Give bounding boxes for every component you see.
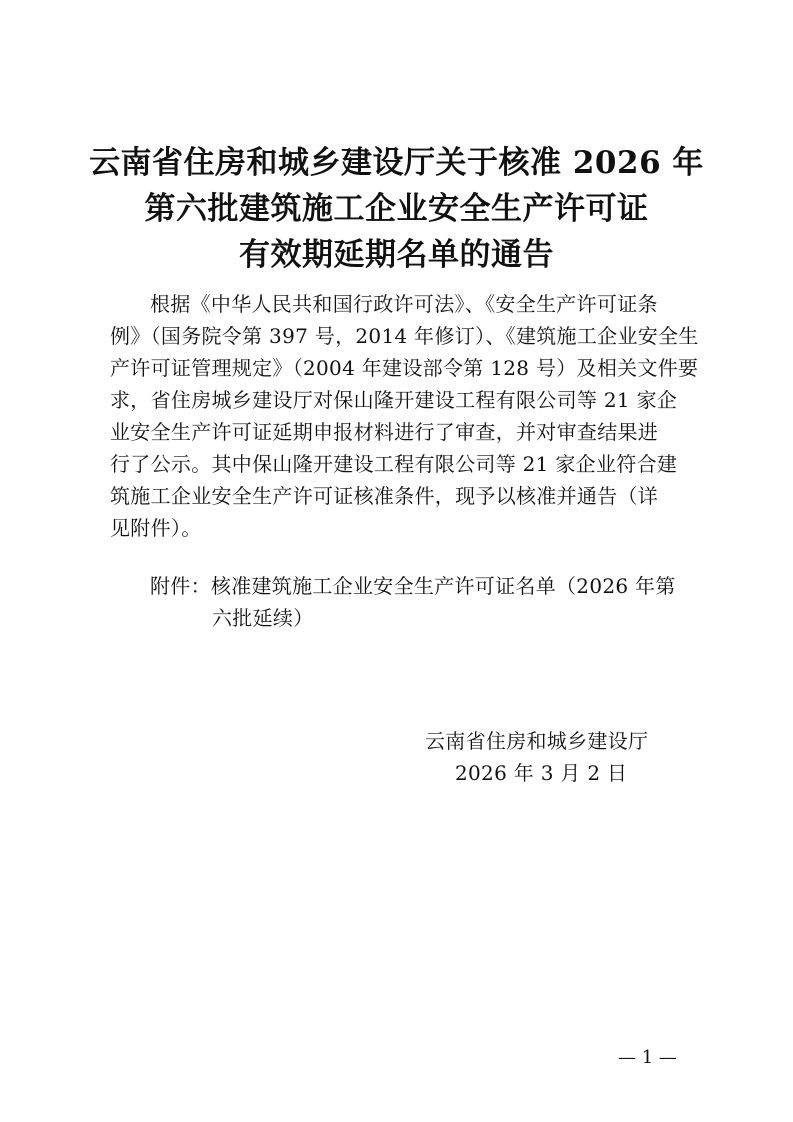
body-line-8: 见附件）。 bbox=[110, 516, 202, 540]
body-line-6: 行了公示。其中保山隆开建设工程有限公司等 21 家企业符合建 bbox=[110, 452, 678, 476]
attachment-line-1: 附件：核准建筑施工企业安全生产许可证名单（2026 年第 bbox=[150, 574, 676, 598]
body-line-1: 根据《中华人民共和国行政许可法》、《安全生产许可证条 bbox=[150, 292, 658, 316]
signature-date: 2026 年 3 月 2 日 bbox=[455, 761, 628, 785]
attachment-line-2: 六批延续） bbox=[212, 606, 314, 630]
title-line-2: 第六批建筑施工企业安全生产许可证 bbox=[144, 191, 649, 227]
body-line-4: 求，省住房城乡建设厅对保山隆开建设工程有限公司等 21 家企 bbox=[110, 388, 678, 412]
title-line-3: 有效期延期名单的通告 bbox=[239, 237, 554, 273]
body-line-3: 产许可证管理规定》（2004 年建设部令第 128 号）及相关文件要 bbox=[110, 356, 699, 380]
title-line-1: 云南省住房和城乡建设厅关于核准 2026 年 bbox=[89, 145, 704, 181]
body-line-2: 例》（国务院令第 397 号，2014 年修订）、《建筑施工企业安全生 bbox=[110, 324, 699, 348]
signature-organization: 云南省住房和城乡建设厅 bbox=[425, 729, 649, 753]
page-number: — 1 — bbox=[618, 1047, 677, 1068]
body-line-5: 业安全生产许可证延期申报材料进行了审查，并对审查结果进 bbox=[110, 420, 659, 444]
document-title bbox=[0, 140, 793, 278]
body-line-7: 筑施工企业安全生产许可证核准条件，现予以核准并通告（详 bbox=[110, 484, 659, 508]
